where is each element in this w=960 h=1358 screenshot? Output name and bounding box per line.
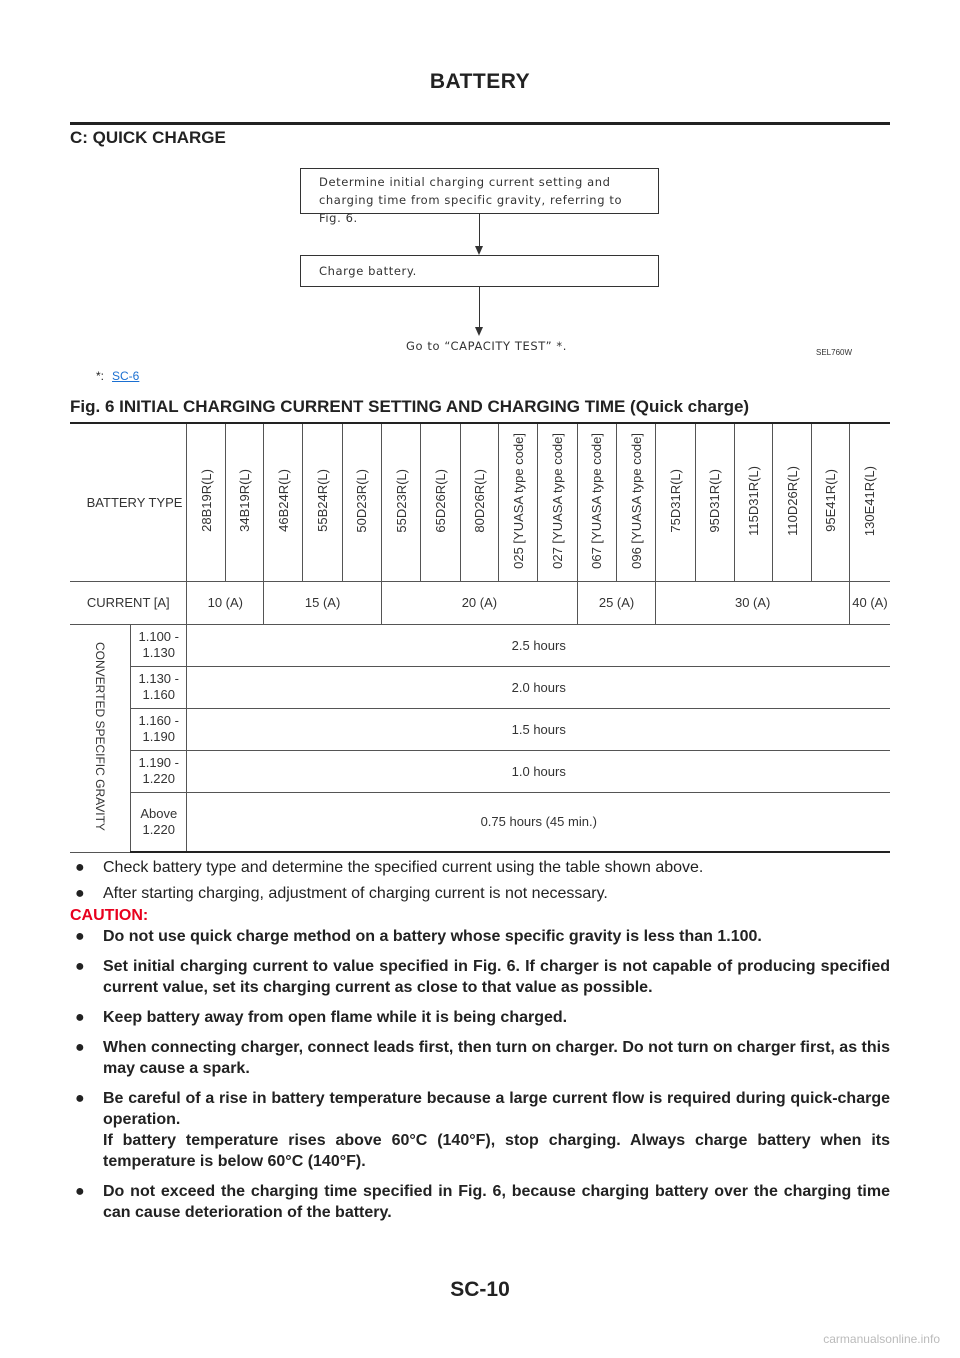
charging-time: 0.75 hours (45 min.) (187, 792, 890, 852)
battery-type-cell: 55B24R(L) (315, 469, 331, 533)
flow-step-determine: Determine initial charging current setting and charging time from specific gravity, referring to Fig. 6. (300, 168, 659, 214)
gravity-range: 1.130 - 1.160 (131, 666, 187, 708)
page-header-title: BATTERY (429, 70, 531, 93)
gravity-range: 1.160 - 1.190 (131, 708, 187, 750)
battery-type-cell: 80D26R(L) (471, 468, 487, 533)
battery-type-cell: 46B24R(L) (275, 469, 291, 533)
battery-type-cell: 55D23R(L) (393, 468, 409, 533)
list-item: ● Be careful of a rise in battery temperature because a large current flow is required during quick-charge operation. If battery temperature rises above 60°C (140°F), stop charging. Always charge battery when its temperature is below 60°C (140°F). (75, 1090, 890, 1170)
battery-type-cell: 95D31R(L) (707, 468, 723, 533)
current-cell: 15 (A) (264, 581, 382, 624)
battery-type-row (70, 423, 890, 581)
gravity-row (70, 666, 890, 708)
battery-type-cell: 34B19R(L) (236, 469, 252, 533)
current-label: CURRENT [A] (70, 581, 187, 624)
instruction-list (70, 857, 890, 905)
charging-time: 2.5 hours (187, 624, 890, 666)
flow-step-charge: Charge battery. (300, 255, 659, 287)
gravity-label: CONVERTED SPECIFIC GRAVITY (93, 642, 107, 831)
charging-time: 1.0 hours (187, 750, 890, 792)
bullet-icon: ● (75, 958, 85, 975)
current-cell: 30 (A) (656, 581, 850, 624)
battery-type-label: BATTERY TYPE (70, 423, 187, 581)
current-row (70, 581, 890, 624)
bullet-icon: ● (75, 885, 85, 902)
caution-list (70, 926, 890, 1232)
section-title: C: QUICK CHARGE (70, 128, 226, 147)
battery-type-cell: 130E41R(L) (862, 465, 878, 536)
flow-end-text: Go to “CAPACITY TEST” *. (406, 339, 568, 353)
list-item: ● Do not exceed the charging time specified in Fig. 6, because charging battery over the charging time can cause deterioration of the battery. (75, 1183, 890, 1221)
figure-code: SEL760W (816, 348, 853, 357)
list-item: ● Check battery type and determine the specified current using the table shown above. (70, 857, 890, 879)
battery-type-cell: 027 [YUASA type code] (550, 432, 566, 569)
page-number: SC-10 (450, 1278, 510, 1301)
flow-arrowhead-1 (475, 246, 483, 255)
flow-arrow-1 (479, 214, 480, 248)
charging-table (70, 422, 890, 853)
current-cell: 20 (A) (382, 581, 578, 624)
bullet-icon: ● (75, 1090, 85, 1107)
watermark: carmanualsonline.info (823, 1332, 940, 1346)
gravity-range: 1.190 - 1.220 (131, 750, 187, 792)
list-item: ● Do not use quick charge method on a battery whose specific gravity is less than 1.100. (75, 928, 762, 945)
reference-note (96, 369, 139, 383)
gravity-row (70, 624, 890, 666)
gravity-row (70, 708, 890, 750)
battery-type-cell: 067 [YUASA type code] (589, 432, 605, 569)
battery-type-cell: 28B19R(L) (198, 469, 214, 533)
flow-arrow-2 (479, 287, 480, 329)
battery-type-cell: 110D26R(L) (784, 465, 800, 536)
current-cell: 10 (A) (187, 581, 264, 624)
gravity-range: Above 1.220 (131, 792, 187, 852)
battery-type-cell: 65D26R(L) (433, 468, 449, 533)
battery-type-cell: 75D31R(L) (668, 468, 684, 533)
list-item: ● Keep battery away from open flame while it is being charged. (75, 1009, 568, 1026)
bullet-icon: ● (75, 928, 85, 945)
battery-type-cell: 115D31R(L) (746, 465, 762, 536)
caution-label: CAUTION: (70, 907, 149, 924)
list-item: ● Set initial charging current to value specified in Fig. 6. If charger is not capable of producing specified current value, set its charging current as close to that value as possible. (75, 958, 890, 996)
battery-type-cell: 95E41R(L) (822, 469, 838, 533)
note-link-sc6[interactable]: SC-6 (112, 369, 140, 383)
current-cell: 40 (A) (849, 581, 890, 624)
list-item: ● After starting charging, adjustment of charging current is not necessary. (70, 883, 890, 905)
bullet-icon: ● (75, 859, 85, 876)
gravity-row (70, 792, 890, 852)
bullet-icon: ● (75, 1039, 85, 1056)
bullet-icon: ● (75, 1009, 85, 1026)
gravity-row (70, 750, 890, 792)
gravity-range: 1.100 - 1.130 (131, 624, 187, 666)
battery-type-cell: 50D23R(L) (354, 468, 370, 533)
bullet-icon: ● (75, 1183, 85, 1200)
note-marker: *: (96, 369, 105, 383)
battery-type-cell: 025 [YUASA type code] (510, 432, 526, 569)
header-rule (70, 122, 890, 125)
list-item: ● When connecting charger, connect leads first, then turn on charger. Do not turn on charger first, as this may cause a spark. (75, 1039, 890, 1077)
battery-type-cell: 096 [YUASA type code] (628, 432, 644, 569)
current-cell: 25 (A) (577, 581, 656, 624)
charging-time: 1.5 hours (187, 708, 890, 750)
flow-arrowhead-2 (475, 327, 483, 336)
charging-time: 2.0 hours (187, 666, 890, 708)
figure-title: Fig. 6 INITIAL CHARGING CURRENT SETTING AND CHARGING TIME (Quick charge) (70, 397, 750, 416)
